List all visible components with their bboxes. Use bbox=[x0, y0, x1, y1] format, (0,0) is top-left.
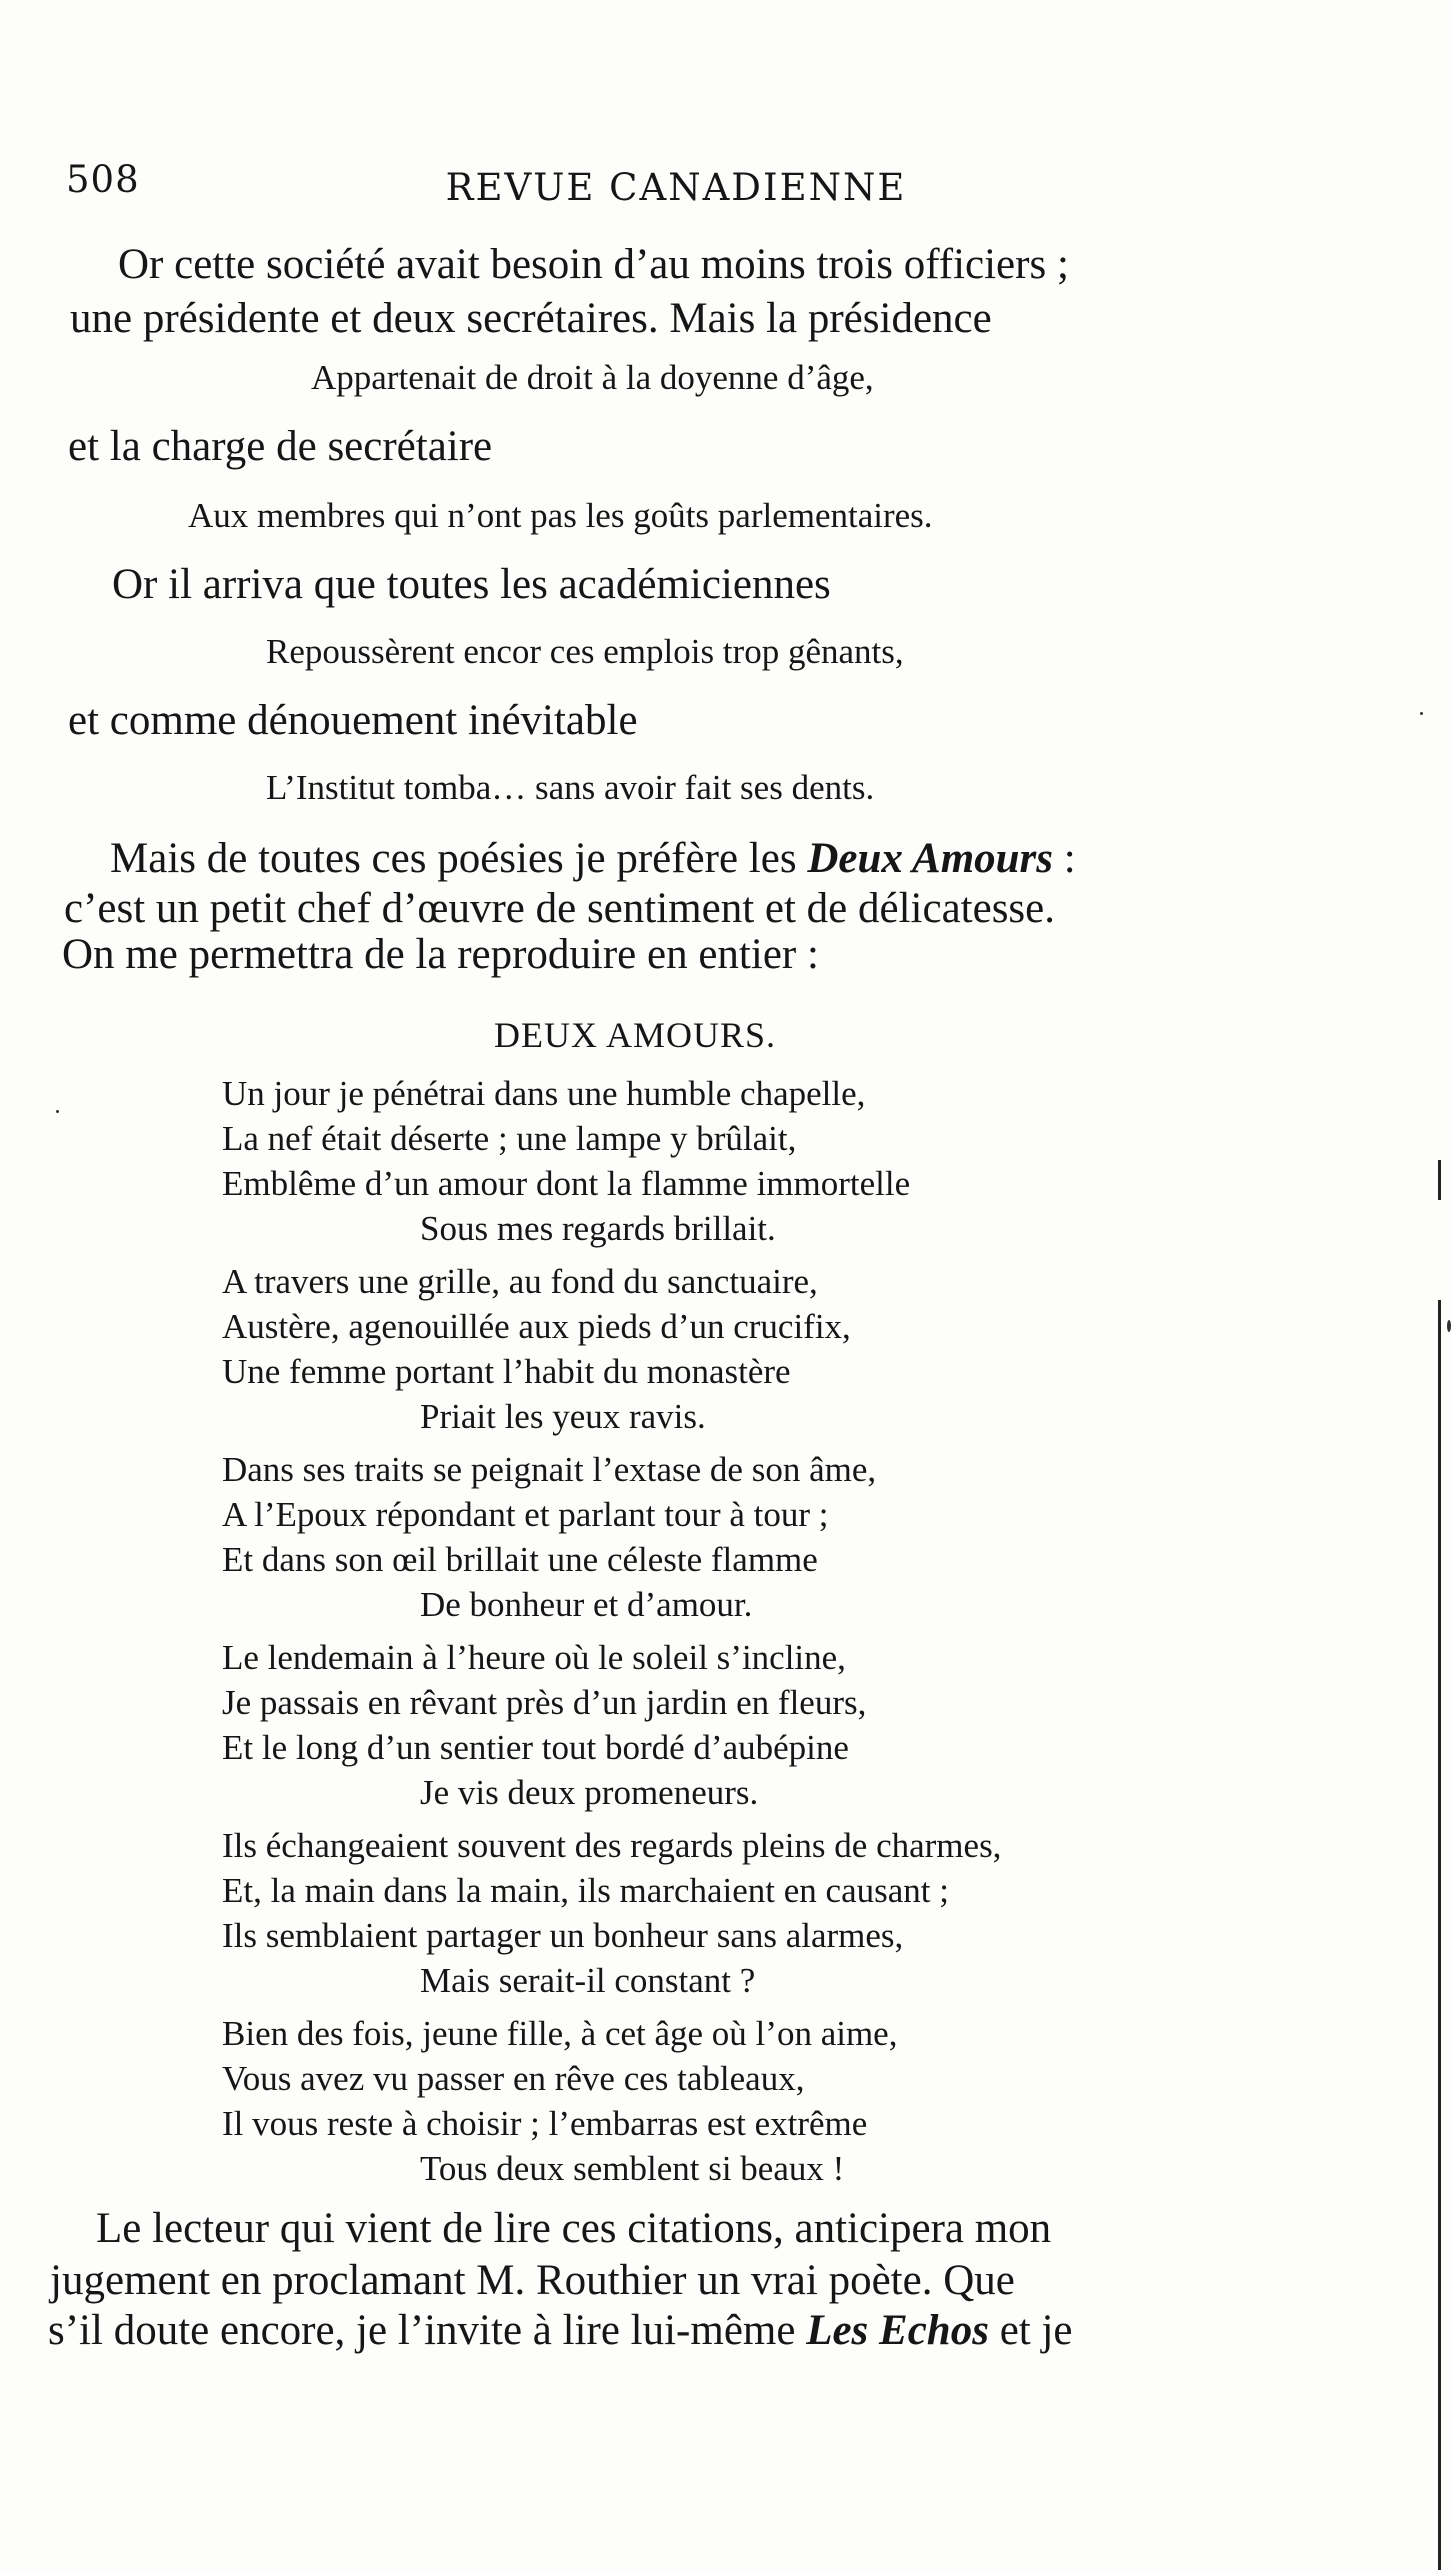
poem-line: De bonheur et d’amour. bbox=[420, 1585, 753, 1624]
poem-title-reference: Deux Amours bbox=[807, 835, 1054, 882]
paragraph-line: Or il arriva que toutes les académiciennes bbox=[112, 561, 831, 608]
poem-line: A l’Epoux répondant et parlant tour à tour ; bbox=[222, 1495, 829, 1534]
poem-line: Priait les yeux ravis. bbox=[420, 1397, 706, 1436]
poem-line: La nef était déserte ; une lampe y brûlait, bbox=[222, 1119, 797, 1158]
verse-quote: Appartenait de droit à la doyenne d’âge, bbox=[311, 358, 874, 397]
paragraph-line bbox=[48, 2306, 1073, 2355]
poem-line: A travers une grille, au fond du sanctuaire, bbox=[222, 1262, 818, 1301]
poem-line: Il vous reste à choisir ; l’embarras est extrême bbox=[222, 2104, 868, 2143]
poem-line: Ils semblaient partager un bonheur sans alarmes, bbox=[222, 1916, 904, 1955]
text-span: s’il doute encore, je l’invite à lire lui-même bbox=[48, 2307, 807, 2354]
verse-quote: Repoussèrent encor ces emplois trop gênants, bbox=[266, 632, 904, 671]
page-edge-shadow bbox=[1438, 1160, 1441, 1200]
page-edge-shadow bbox=[1438, 1300, 1441, 2570]
paragraph-line: c’est un petit chef d’œuvre de sentiment et de délicatesse. bbox=[64, 885, 1055, 932]
text-span: et je bbox=[988, 2307, 1073, 2354]
poem-line: Vous avez vu passer en rêve ces tableaux, bbox=[222, 2059, 805, 2098]
poem-line: Un jour je pénétrai dans une humble chapelle, bbox=[222, 1074, 866, 1113]
paragraph-line: Le lecteur qui vient de lire ces citations, anticipera mon bbox=[96, 2205, 1052, 2252]
poem-line: Emblême d’un amour dont la flamme immortelle bbox=[222, 1164, 911, 1203]
poem-line: Je passais en rêvant près d’un jardin en fleurs, bbox=[222, 1683, 867, 1722]
poem-line: Sous mes regards brillait. bbox=[420, 1209, 776, 1248]
paragraph-line: et comme dénouement inévitable bbox=[68, 697, 638, 744]
text-span: : bbox=[1053, 835, 1076, 882]
poem-line: Ils échangeaient souvent des regards pleins de charmes, bbox=[222, 1826, 1002, 1865]
poem-line: Mais serait-il constant ? bbox=[420, 1961, 756, 2000]
verse-quote: Aux membres qui n’ont pas les goûts parlementaires. bbox=[188, 496, 933, 535]
running-title: REVUE CANADIENNE bbox=[445, 166, 907, 209]
paragraph-line bbox=[110, 834, 1076, 883]
verse-quote: L’Institut tomba… sans avoir fait ses dents. bbox=[266, 768, 875, 807]
poem-line: Je vis deux promeneurs. bbox=[420, 1773, 759, 1812]
text-span: Mais de toutes ces poésies je préfère les bbox=[110, 835, 808, 882]
poem-line: Dans ses traits se peignait l’extase de son âme, bbox=[222, 1450, 877, 1489]
paragraph-line: une présidente et deux secrétaires. Mais la présidence bbox=[70, 295, 992, 342]
poem-line: Et le long d’un sentier tout bordé d’aubépine bbox=[222, 1728, 849, 1767]
scan-speck bbox=[1420, 712, 1423, 715]
paragraph-line: Or cette société avait besoin d’au moins trois officiers ; bbox=[118, 241, 1069, 288]
paragraph-line: jugement en proclamant M. Routhier un vrai poète. Que bbox=[50, 2257, 1015, 2304]
poem-line: Tous deux semblent si beaux ! bbox=[420, 2149, 845, 2188]
paragraph-line: On me permettra de la reproduire en entier : bbox=[62, 931, 819, 978]
book-title-reference: Les Echos bbox=[806, 2307, 989, 2354]
paragraph-line: et la charge de secrétaire bbox=[68, 423, 493, 470]
poem-line: Et dans son œil brillait une céleste flamme bbox=[222, 1540, 818, 1579]
scan-speck bbox=[56, 1110, 59, 1113]
scan-speck bbox=[1447, 1320, 1451, 1332]
poem-line: Une femme portant l’habit du monastère bbox=[222, 1352, 791, 1391]
poem-line: Bien des fois, jeune fille, à cet âge où l’on aime, bbox=[222, 2014, 898, 2053]
poem-line: Et, la main dans la main, ils marchaient en causant ; bbox=[222, 1871, 949, 1910]
poem-line: Austère, agenouillée aux pieds d’un crucifix, bbox=[222, 1307, 851, 1346]
page-number: 508 bbox=[66, 158, 140, 201]
poem-title: DEUX AMOURS. bbox=[494, 1015, 777, 1055]
poem-line: Le lendemain à l’heure où le soleil s’incline, bbox=[222, 1638, 846, 1677]
